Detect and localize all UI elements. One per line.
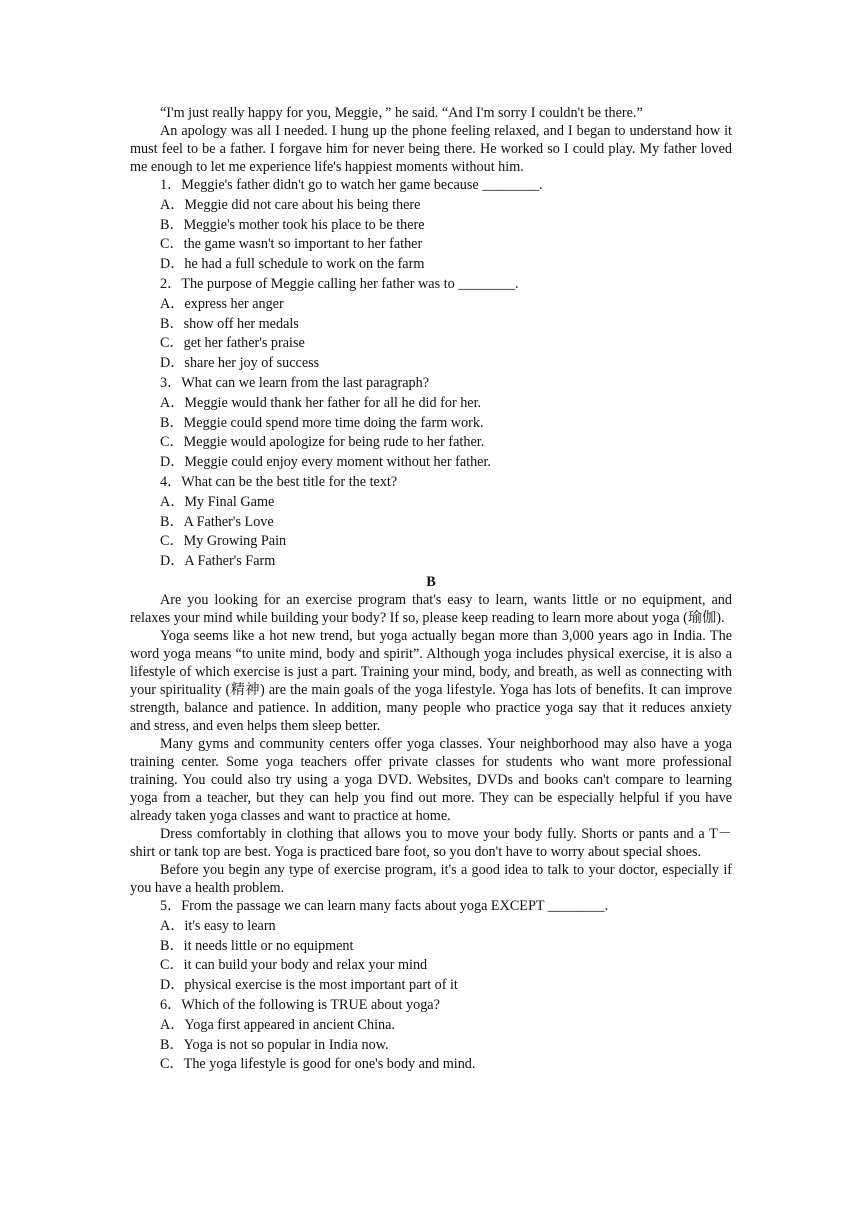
question-block (130, 473, 732, 572)
option-d: D．A Father's Farm (160, 553, 276, 570)
option-a: A．it's easy to learn (160, 917, 276, 934)
passage-paragraph: Yoga seems like a hot new trend, but yoga actually began more than 3,000 years ago in India. The word yoga means “to unite mind, body and spirit”. Although yoga includes physical exercise, it is also a lifestyle of which exercise is just a part. Training your mind, body, and breath, as well as connecting with your spirituality (精神) are the main goals of the yoga lifestyle. Yoga has lots of benefits. It can improve strength, balance and patience. In addition, many people who practice yoga say that it reduces anxiety and stress, and even helps them sleep better. (130, 627, 732, 734)
option-b: B．Yoga is not so popular in India now. (160, 1036, 389, 1053)
option-b: B．it needs little or no equipment (160, 937, 354, 954)
option-c: C．My Growing Pain (160, 533, 287, 550)
option-c: C．it can build your body and relax your mind (160, 957, 428, 974)
option-b: B．Meggie could spend more time doing the farm work. (160, 414, 484, 431)
option-b: B．show off her medals (160, 315, 299, 332)
option-a: A．My Final Game (160, 493, 275, 510)
option-c: C．The yoga lifestyle is good for one's body and mind. (160, 1056, 476, 1073)
option-d: D．Meggie could enjoy every moment without her father. (160, 454, 491, 471)
option-b: B．Meggie's mother took his place to be there (160, 216, 425, 233)
question-stem: 6．Which of the following is TRUE about yoga? (160, 996, 440, 1013)
section-title: B (426, 573, 436, 590)
question-stem: 4．What can be the best title for the text? (160, 473, 398, 490)
passage-paragraph: Dress comfortably in clothing that allows you to move your body fully. Shorts or pants and a T－shirt or tank top are best. Yoga is practiced bare foot, so you don't have to worry about special shoes. (130, 825, 732, 860)
passage-paragraph: An apology was all I needed. I hung up the phone feeling relaxed, and I began to understand how it must feel to be a father. I forgave him for never being there. He worked so I could play. My father loved me enough to let me experience life's happiest moments without him. (130, 123, 732, 175)
option-c: C．get her father's praise (160, 335, 305, 352)
option-c: C．Meggie would apologize for being rude to her father. (160, 434, 485, 451)
question-block (130, 275, 732, 374)
question-stem: 5．From the passage we can learn many facts about yoga EXCEPT ________. (160, 897, 609, 914)
option-d: D．physical exercise is the most important part of it (160, 977, 458, 994)
option-a: A．Meggie did not care about his being there (160, 196, 421, 213)
option-d: D．he had a full schedule to work on the farm (160, 256, 425, 273)
option-a: A．express her anger (160, 295, 284, 312)
question-stem: 2．The purpose of Meggie calling her father was to ________. (160, 275, 519, 292)
dialogue-paragraph: “I'm just really happy for you, Meggie，” he said. “And I'm sorry I couldn't be there.” (160, 105, 643, 121)
passage-paragraph: Many gyms and community centers offer yoga classes. Your neighborhood may also have a yoga training center. Some yoga teachers offer private classes for students who want more professional training. You could also try using a yoga DVD. Websites, DVDs and books can't compare to learning yoga from a teacher, but they can help you find out more. They can be especially helpful if you have already taken yoga classes and want to practice at home. (130, 735, 732, 824)
question-stem: 1．Meggie's father didn't go to watch her game because ________. (160, 177, 543, 193)
question-block (130, 176, 732, 275)
passage-paragraph: Are you looking for an exercise program that's easy to learn, wants little or no equipment, and relaxes your mind while building your body? If so, please keep reading to learn more about yoga (瑜伽). (130, 591, 732, 626)
question-stem: 3．What can we learn from the last paragraph? (160, 374, 430, 391)
question-block (130, 996, 732, 1075)
option-b: B．A Father's Love (160, 513, 274, 530)
option-c: C．the game wasn't so important to her father (160, 236, 423, 253)
exam-page (130, 104, 732, 1075)
option-a: A．Yoga first appeared in ancient China. (160, 1016, 395, 1033)
question-block (130, 897, 732, 996)
option-d: D．share her joy of success (160, 355, 320, 372)
question-block (130, 374, 732, 473)
passage-paragraph: Before you begin any type of exercise program, it's a good idea to talk to your doctor, especially if you have a health problem. (130, 861, 732, 896)
option-a: A．Meggie would thank her father for all he did for her. (160, 394, 482, 411)
